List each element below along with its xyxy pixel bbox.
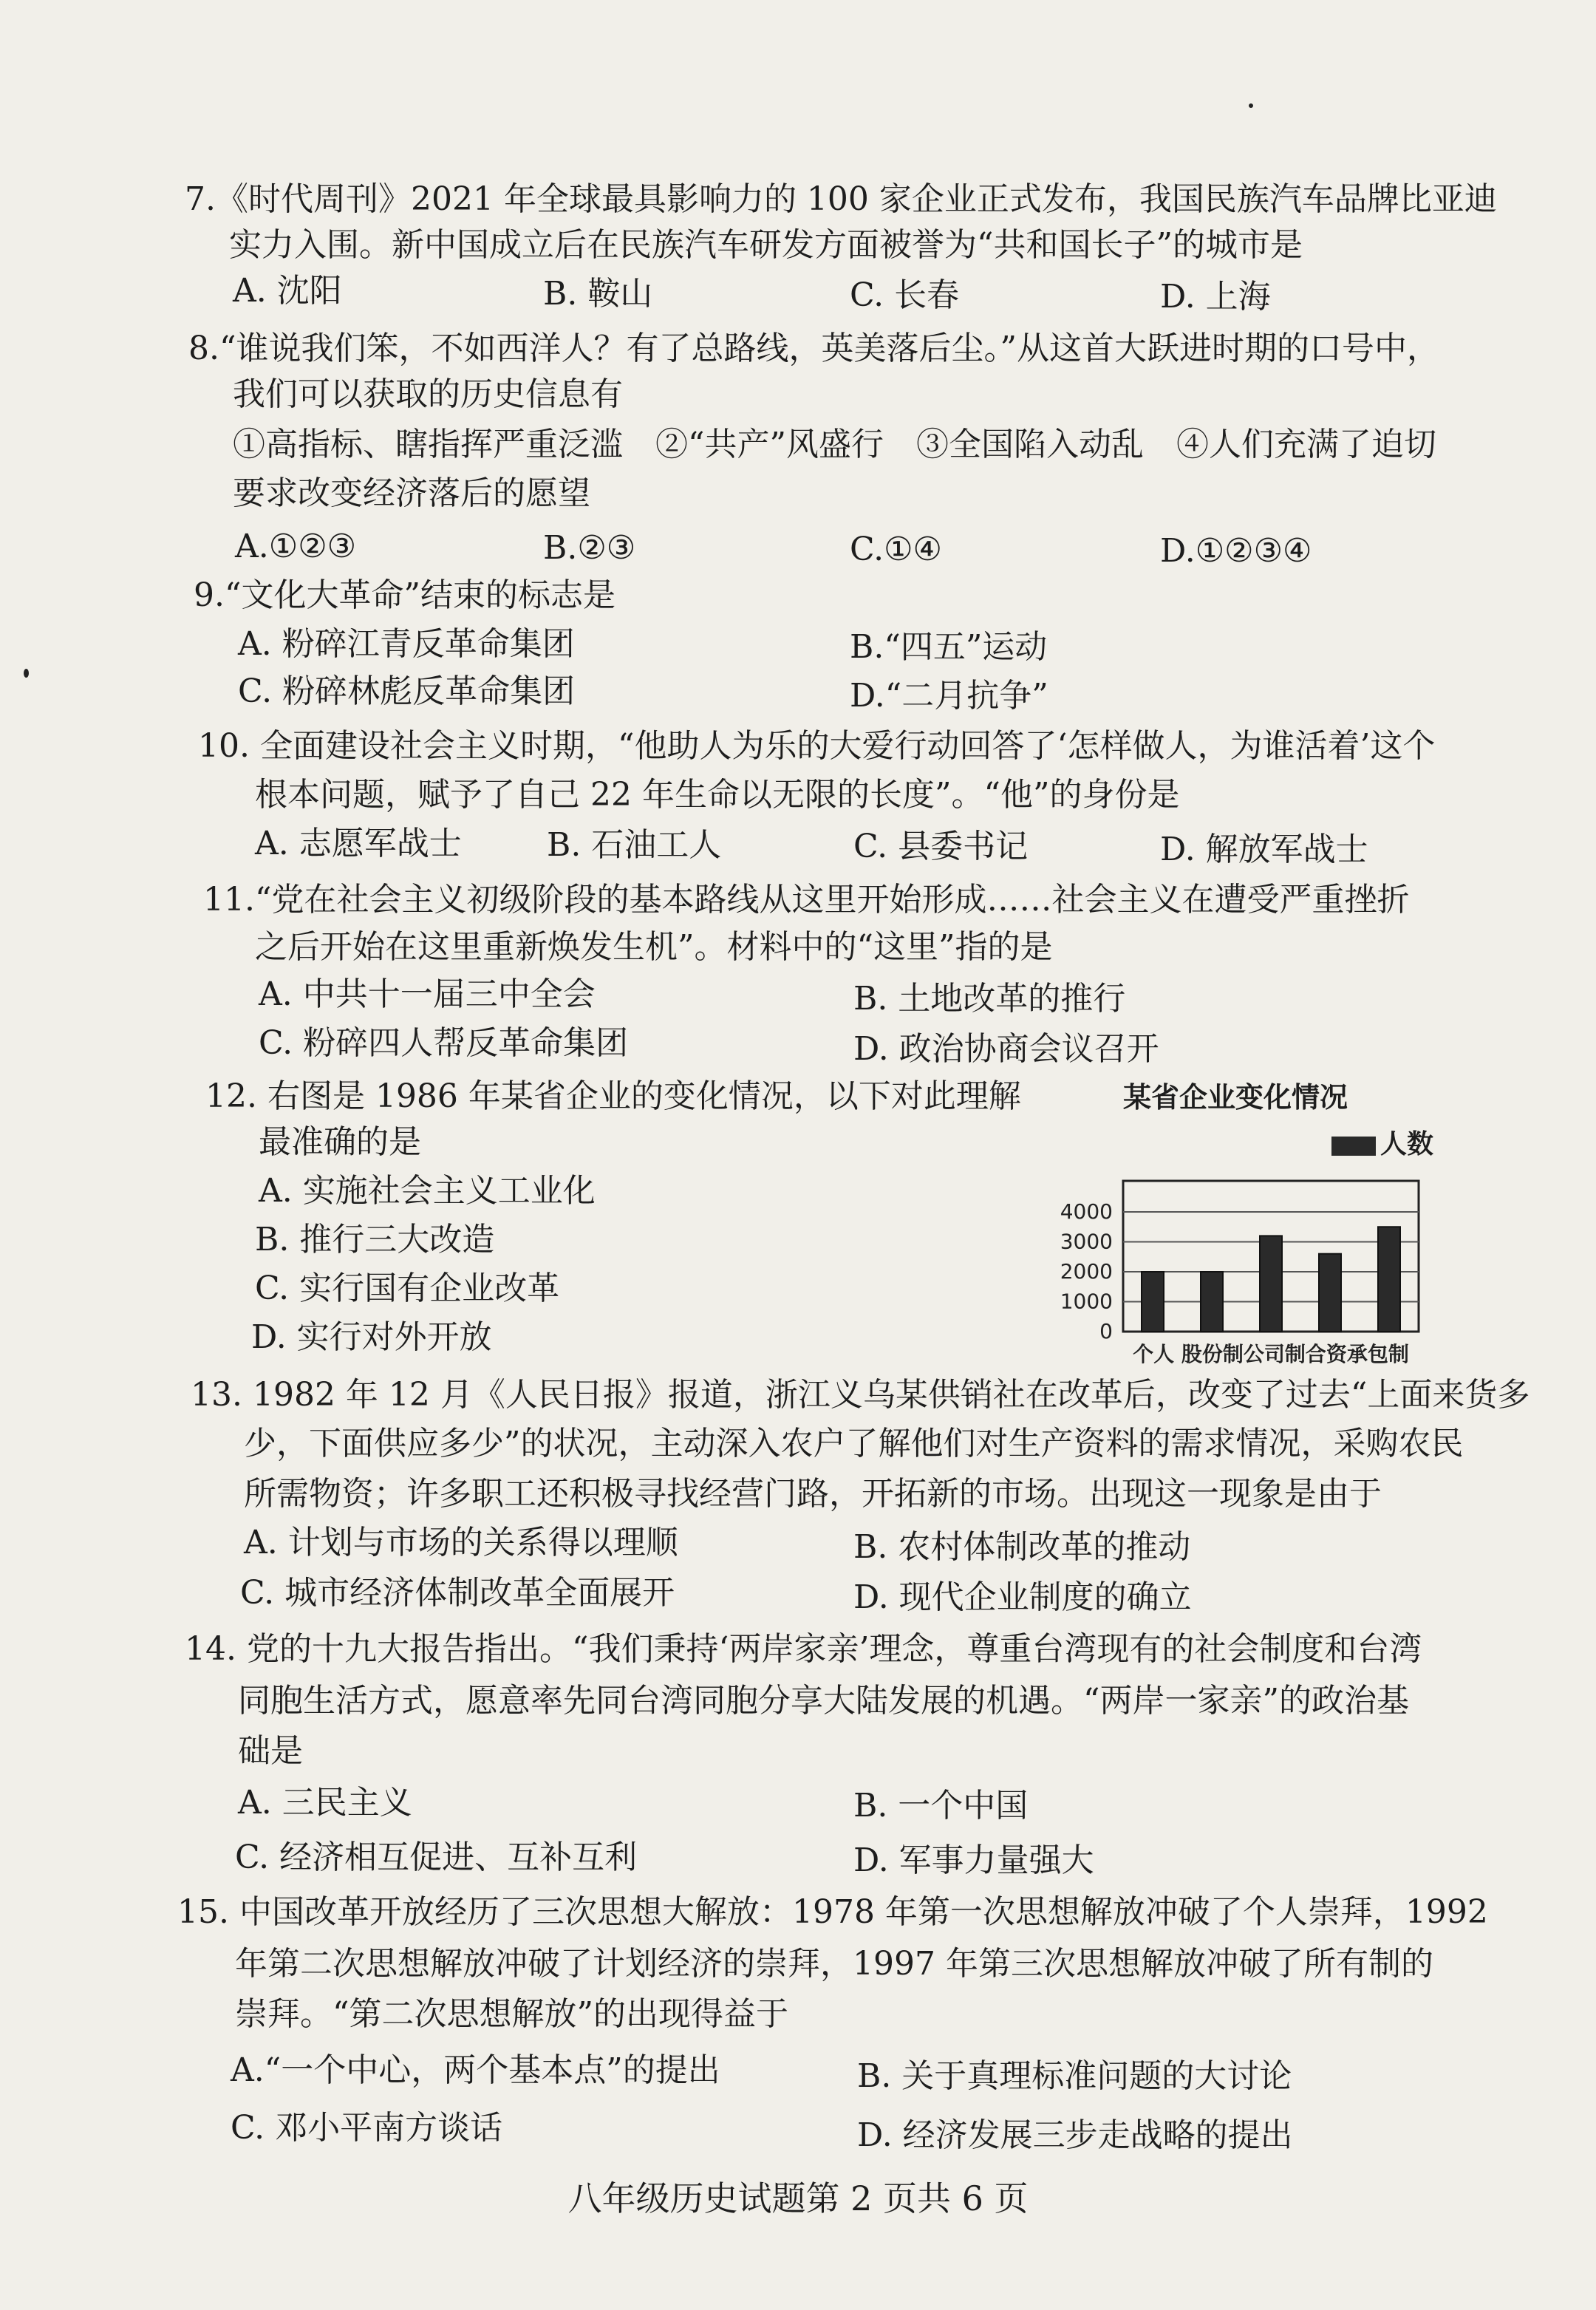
q14-stem-line1: 14. 党的十九大报告指出。“我们秉持‘两岸家亲’理念，尊重台湾现有的社会制度和台湾 xyxy=(185,1630,1422,1668)
enterprise-chart xyxy=(1020,1079,1433,1374)
q10-option-b: B. 石油工人 xyxy=(547,826,722,864)
q8-option-d: D.①②③④ xyxy=(1160,532,1312,570)
scan-speck xyxy=(1249,103,1253,108)
q15-stem-line3: 崇拜。“第二次思想解放”的出现得益于 xyxy=(235,1995,788,2033)
q15-option-b: B. 关于真理标准问题的大讨论 xyxy=(857,2057,1292,2095)
q9-option-b: B.“四五”运动 xyxy=(850,628,1048,666)
y-tick-label: 2000 xyxy=(1060,1259,1113,1284)
q13-option-b: B. 农村体制改革的推动 xyxy=(853,1528,1191,1566)
q8-stem-line2: 我们可以获取的历史信息有 xyxy=(233,375,623,413)
q11-stem-line2: 之后开始在这里重新焕发生机”。材料中的“这里”指的是 xyxy=(255,928,1053,966)
q13-stem-line3: 所需物资；许多职工还积极寻找经营门路，开拓新的市场。出现这一现象是由于 xyxy=(244,1475,1382,1513)
chart-title: 某省企业变化情况 xyxy=(1123,1080,1348,1114)
q12-option-c: C. 实行国有企业改革 xyxy=(255,1270,560,1307)
q13-option-a: A. 计划与市场的关系得以理顺 xyxy=(244,1524,678,1561)
q13-stem-line1: 13. 1982 年 12 月《人民日报》报道，浙江义乌某供销社在改革后，改变了过去“上面来货多 xyxy=(191,1376,1530,1414)
q9-stem-line1: 9.“文化大革命”结束的标志是 xyxy=(194,576,615,614)
q9-option-c: C. 粉碎林彪反革命集团 xyxy=(238,672,576,710)
q15-stem-line2: 年第二次思想解放冲破了计划经济的崇拜，1997 年第三次思想解放冲破了所有制的 xyxy=(235,1945,1433,1983)
q11-stem-line1: 11.“党在社会主义初级阶段的基本路线从这里开始形成……社会主义在遭受严重挫折 xyxy=(203,881,1410,919)
q8-stem-line3: ①高指标、瞎指挥严重泛滥 ②“共产”风盛行 ③全国陷入动乱 ④人们充满了迫切 xyxy=(233,426,1436,463)
q10-stem-line1: 10. 全面建设社会主义时期，“他助人为乐的大爱行动回答了‘怎样做人，为谁活着’这个 xyxy=(198,727,1436,765)
q8-stem-line1: 8.“谁说我们笨，不如西洋人？有了总路线，英美落后尘。”从这首大跃进时期的口号中， xyxy=(188,330,1439,367)
q13-option-c: C. 城市经济体制改革全面展开 xyxy=(240,1574,675,1612)
q13-option-d: D. 现代企业制度的确立 xyxy=(853,1578,1192,1616)
y-tick-label: 0 xyxy=(1099,1319,1113,1343)
q14-stem-line2: 同胞生活方式，愿意率先同台湾同胞分享大陆发展的机遇。“两岸一家亲”的政治基 xyxy=(238,1682,1409,1720)
q7-option-d: D. 上海 xyxy=(1160,278,1271,316)
bar xyxy=(1142,1272,1164,1332)
q10-option-a: A. 志愿军战士 xyxy=(255,825,462,862)
q7-option-b: B. 鞍山 xyxy=(543,275,653,313)
q7-option-a: A. 沈阳 xyxy=(233,272,342,310)
y-tick-label: 1000 xyxy=(1060,1289,1113,1314)
legend-label: 人数 xyxy=(1380,1128,1433,1159)
q10-option-d: D. 解放军战士 xyxy=(1160,831,1368,868)
q13-stem-line2: 少，下面供应多少”的状况，主动深入农户了解他们对生产资料的需求情况，采购农民 xyxy=(244,1425,1464,1462)
q15-stem-line1: 15. 中国改革开放经历了三次思想大解放：1978 年第一次思想解放冲破了个人崇拜，1992 xyxy=(177,1893,1488,1931)
q7-stem-line1: 7.《时代周刊》2021 年全球最具影响力的 100 家企业正式发布，我国民族汽车品牌比亚迪 xyxy=(185,180,1497,218)
q15-option-c: C. 邓小平南方谈话 xyxy=(231,2109,503,2147)
q12-stem-line2: 最准确的是 xyxy=(259,1123,421,1161)
q9-option-d: D.“二月抗争” xyxy=(850,677,1048,715)
y-tick-label: 3000 xyxy=(1060,1229,1113,1254)
q14-stem-line3: 础是 xyxy=(238,1732,303,1770)
q8-option-c: C.①④ xyxy=(850,531,942,568)
q14-option-b: B. 一个中国 xyxy=(853,1787,1029,1825)
q12-option-d: D. 实行对外开放 xyxy=(251,1318,492,1356)
q14-option-a: A. 三民主义 xyxy=(238,1784,412,1822)
q8-option-b: B.②③ xyxy=(543,529,636,567)
q7-stem-line2: 实力入围。新中国成立后在民族汽车研发方面被誉为“共和国长子”的城市是 xyxy=(229,226,1303,264)
bar xyxy=(1319,1254,1341,1332)
q8-stem-line4: 要求改变经济落后的愿望 xyxy=(233,474,590,512)
x-category-labels: 个人 股份制公司制合资承包制 xyxy=(1133,1342,1409,1366)
q10-option-c: C. 县委书记 xyxy=(853,828,1029,865)
bar xyxy=(1260,1236,1282,1332)
y-tick-label: 4000 xyxy=(1060,1199,1113,1224)
q11-option-a: A. 中共十一届三中全会 xyxy=(259,975,596,1013)
q15-option-d: D. 经济发展三步走战略的提出 xyxy=(857,2116,1293,2154)
q11-option-d: D. 政治协商会议召开 xyxy=(853,1030,1159,1068)
q9-option-a: A. 粉碎江青反革命集团 xyxy=(238,625,575,663)
q12-stem-line1: 12. 右图是 1986 年某省企业的变化情况，以下对此理解 xyxy=(205,1077,1021,1115)
bar xyxy=(1201,1272,1223,1332)
chart-plot xyxy=(1020,1079,1433,1374)
bar xyxy=(1378,1227,1400,1332)
q11-option-b: B. 土地改革的推行 xyxy=(853,980,1126,1018)
q12-option-b: B. 推行三大改造 xyxy=(255,1221,495,1258)
q8-option-a: A.①②③ xyxy=(235,528,357,565)
q10-stem-line2: 根本问题，赋予了自己 22 年生命以无限的长度”。“他”的身份是 xyxy=(255,776,1180,814)
q7-option-c: C. 长春 xyxy=(850,276,960,314)
q14-option-c: C. 经济相互促进、互补互利 xyxy=(235,1839,638,1876)
scan-speck xyxy=(24,669,29,678)
q12-option-a: A. 实施社会主义工业化 xyxy=(259,1172,596,1210)
q15-option-a: A.“一个中心，两个基本点”的提出 xyxy=(231,2051,720,2089)
q14-option-d: D. 军事力量强大 xyxy=(853,1841,1094,1879)
page-footer: 八年级历史试题第 2 页共 6 页 xyxy=(567,2178,1029,2218)
q11-option-c: C. 粉碎四人帮反革命集团 xyxy=(259,1024,629,1062)
